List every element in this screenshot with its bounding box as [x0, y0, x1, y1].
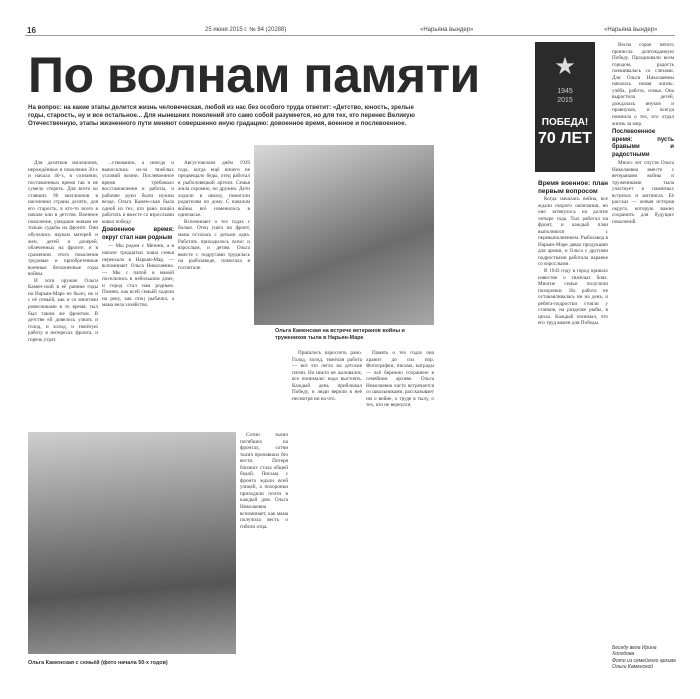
- article-intro: На вопрос: на какие этапы делится жизнь человеческая, любой из нас без особого труда ответит: «Детство, юность, зрелые годы, старость, ну и все остальное... Для нынешних поколений это само собой разумеется, но для тех, кто перенес Великую Отечественную, этапы жизненного пути меняют совершенно иную градацию: довоенное время, военное и послевоенное.: [28, 104, 415, 127]
- photo1-caption: Ольга Каменская на встрече ветеранов войны и тружеников тыла в Нарьян-Маре: [275, 328, 405, 341]
- photo-veterans-meeting: [254, 145, 434, 325]
- col6-paragraph: Память о тех годах она хранит до сих пор. Фотографии, письма, награды — всё бережно сохранено в семейном архиве. Ольга Николаевна часто встречается со школьниками, рассказывает им о войне, о труде в тылу, о тех, кто не вернулся.: [366, 350, 434, 409]
- col2b-paragraph: — Мы родом с Мезени, а в начале тридцатых наша семья переехала в Нарьян-Мар, — вспоминает Ольга Николаевна. — Мы с папой и мамой поселились в небольшом доме, и город стал нам родным. Помню, как всей семьёй ходили на реку, как отец рыбачил, а мама вела хозяйство.: [102, 243, 174, 309]
- text-column-6: [366, 350, 434, 680]
- emblem-victory: ПОБЕДА!: [541, 117, 589, 128]
- newspaper-name-center: «Нарьяна вындер»: [420, 27, 474, 33]
- emblem-70-years: 70 ЛЕТ: [538, 130, 592, 147]
- article-credit: Беседу вела Ирина Холодова Фото из семейного архива Ольги Каменской: [612, 645, 676, 671]
- text-column-1: [28, 160, 98, 422]
- photo2-caption: Ольга Каменская с семьёй (фото начала 50-х годов): [28, 660, 168, 666]
- col7b-paragraph: В 1943 году в город пришло известие о тяжёлых боях. Многие семьи получили похоронки. Но работа не останавливалась ни на день, и ребята-подростки стояли у станков, на разделке рыбы, в цехах. Каждый понимал, что его труд важен для Победы.: [538, 268, 608, 327]
- article-title: По волнам памяти: [28, 47, 480, 103]
- subheading-wartime: Время военное: план первым вопросом: [538, 180, 608, 195]
- newspaper-name-right: «Нарьяна вындер»: [604, 27, 658, 33]
- text-column-2: [102, 160, 174, 422]
- page-number: 16: [27, 26, 36, 35]
- photo-family: [28, 432, 236, 654]
- star-icon: ★: [554, 53, 576, 80]
- col1b-paragraph: И хотя оружие Ольги Камен-ской в её ранние годы на Нарьян-Маре не было, но и с её семьёй, как и со многими ровесниками в то время, тыл был таким же фронтом. В детстве ей довелось узнать и голод, и холод, и тяжёлую работу в интересах фронта, и горечь утрат.: [28, 277, 98, 343]
- subheading-prewar: Довоенное время: округ стал нам родным: [102, 227, 174, 241]
- text-column-7: [538, 178, 608, 678]
- text-column-3: [178, 160, 250, 422]
- col8b-paragraph: Много лет спустя Ольга Николаевна вместе с ветеранами войны и тружениками тыла участвует в памятных встречах и митингах. Её рассказ — живая история округа, которую важно сохранить для будущих поколений.: [612, 160, 674, 226]
- victory-70-emblem: [535, 42, 595, 172]
- emblem-years: 1945 2015: [557, 88, 573, 104]
- issue-date: 25 июня 2015 г. № 84 (20288): [205, 27, 287, 33]
- col8-paragraph: Весна сорок пятого принесла долгожданную Победу. Праздновали всем городом, радость смешивалась со слезами. Для Ольги Николаевны началась новая жизнь: учёба, работа, семья. Она вырастила детей, дождалась внуков и правнуков, и всегда помнила о тех, кто отдал жизнь за мир.: [612, 42, 674, 127]
- col4-paragraph: Сотни тысяч погибших на фронтах, сотни тысяч пропавших без вести. Потеря близких стала общей бедой. Письма с фронта ждали всей улицей, а похоронки приходили почти в каждый дом. Ольга Николаевна вспоминает, как мама получила весть о гибели отца.: [240, 432, 288, 530]
- col5-paragraph: Пришлось взрослеть рано. Голод, холод, тяжёлая работа — всё это легло на детские плечи. Но никто не жаловался, все понимали: надо выстоять. Каждый день приближал Победу, и люди верили в неё несмотря ни на что.: [292, 350, 362, 402]
- col2-paragraph: ...ствовании, а иногда и выносились из-за тяжёлых условий жизни. Послевоенное время требовало восстановления и работы, и рабочие руки были нужны везде. Ольга Камен-ская была одной из тех, кто рано пошёл работать и вместе со взрослыми ковал победу.: [102, 160, 174, 225]
- text-column-5: [292, 350, 362, 680]
- col7-paragraph: Когда началась война, все ждали скорого окончания, но оно затянулось на долгие четыре года. Тыл работал на фронт, и каждый план выполнялся с перевыполнением. Рыбозавод в Нарьян-Маре давал продукцию для армии, и Ольга с другими подростками работала наравне со взрослыми.: [538, 196, 608, 268]
- col3b-paragraph: Вспоминает о тех годах с болью. Отец ушёл на фронт, мама осталась с детьми одна. Работать приходилось всем: и взрослым, и детям. Ольга вместе с подругами трудилась на рыбозаводе, помогала в госпитале.: [178, 218, 250, 271]
- col1-paragraph: Для десятков миллионов, нерождённых в поколение 30-х и начала 40-х, в сознании, поставленных время так и не сумело стереть. Для всего ко ставших 90 миллионов в населении страны десяти, для его старость, в кто-то всего в начале или в детстве. Военное поколение, ушедшее живым не только судьбы на фронте. Они обучались наукам матерей и жен, детей и дочерей, облеченных на фронте, и в сражениях этого поколения трудовые и приобретенные военные бесконечные годы войны.: [28, 160, 98, 278]
- text-column-4: [240, 432, 288, 682]
- col3-paragraph: Августовским днём 1939 года, когда ещё ничего не предвещало беды, отец работал в рыболовецкой артели. Семья жила скромно, но дружно. Дети ходили в школу, помогали родителям по дому. С началом войны всё изменилось в одночасье.: [178, 160, 250, 219]
- text-column-8: [612, 42, 674, 632]
- header-rule: [25, 35, 675, 36]
- subheading-postwar: Послевоенное время: пусть бравыми и радостными: [612, 129, 674, 158]
